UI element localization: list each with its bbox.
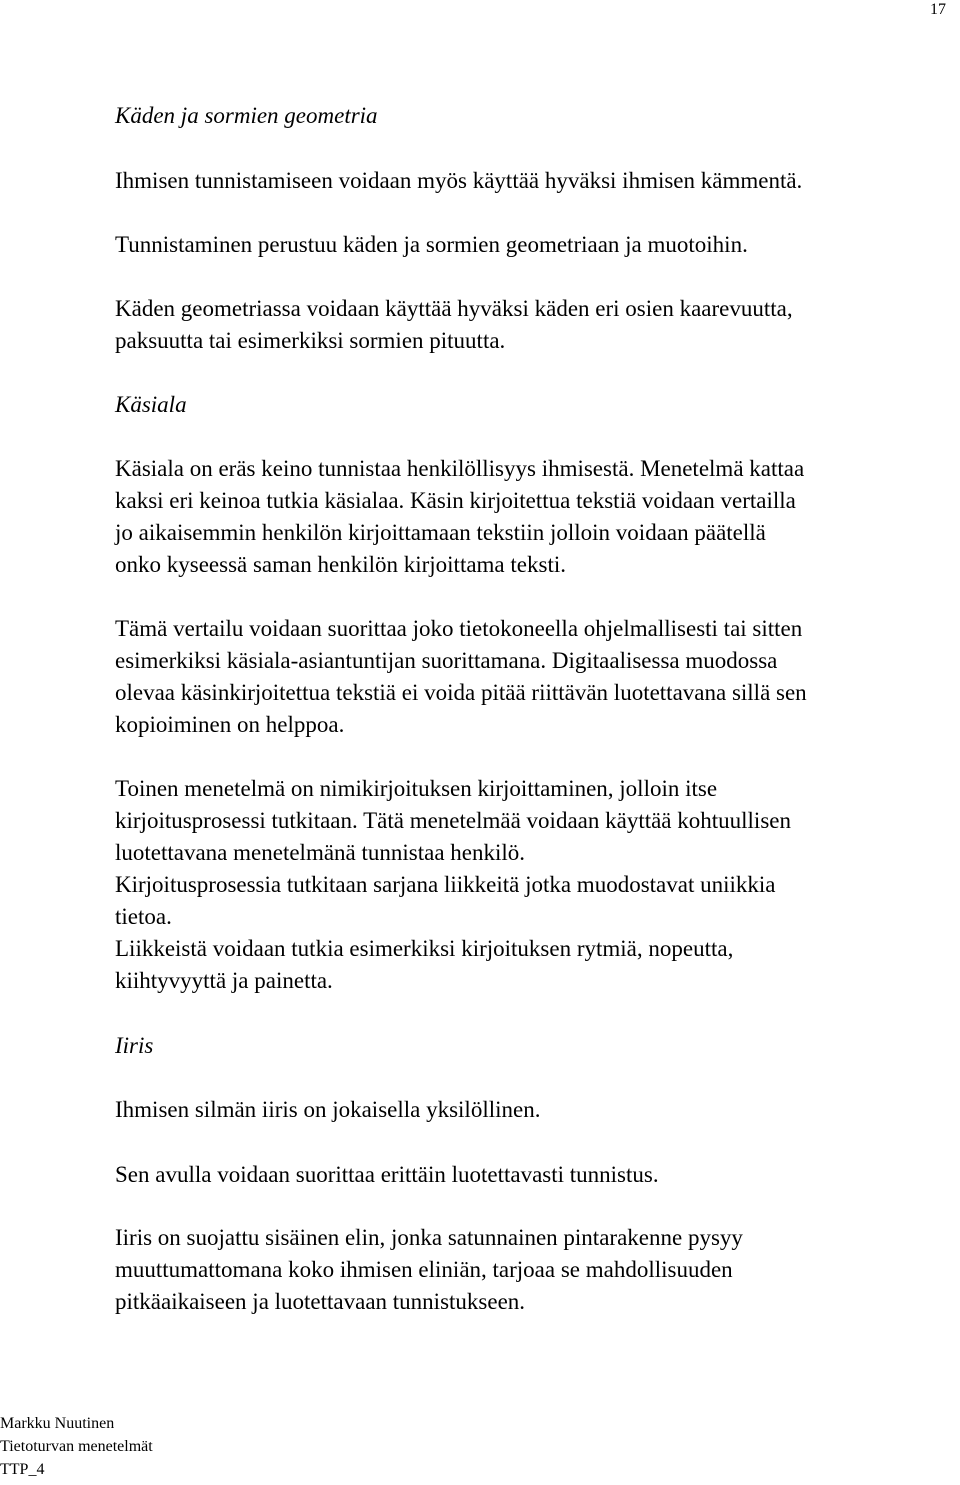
paragraph-line: onko kyseessä saman henkilön kirjoittama teksti. xyxy=(115,552,566,577)
paragraph-line: Kirjoitusprosessia tutkitaan sarjana liikkeitä jotka muodostavat uniikkia xyxy=(115,872,776,897)
footer-code: TTP_4 xyxy=(0,1461,45,1478)
paragraph-line: paksuutta tai esimerkiksi sormien pituutta. xyxy=(115,328,506,353)
section-heading-handwriting: Käsiala xyxy=(115,392,187,417)
paragraph-line: Iiris on suojattu sisäinen elin, jonka satunnainen pintarakenne pysyy xyxy=(115,1225,743,1250)
paragraph-line: luotettavana menetelmänä tunnistaa henkilö. xyxy=(115,840,526,865)
paragraph-line: muuttumattomana koko ihmisen eliniän, tarjoaa se mahdollisuuden xyxy=(115,1257,733,1282)
paragraph-line: esimerkiksi käsiala-asiantuntijan suorittamana. Digitaalisessa muodossa xyxy=(115,648,778,673)
paragraph-line: pitkäaikaiseen ja luotettavaan tunnistukseen. xyxy=(115,1289,526,1314)
section-heading-hand-geometry: Käden ja sormien geometria xyxy=(115,103,378,128)
paragraph-line: kiihtyvyyttä ja painetta. xyxy=(115,968,333,993)
paragraph-line: jo aikaisemmin henkilön kirjoittamaan tekstiin jolloin voidaan päätellä xyxy=(115,520,766,545)
paragraph-line: tietoa. xyxy=(115,904,172,929)
footer-course: Tietoturvan menetelmät xyxy=(0,1438,153,1455)
paragraph-line: Käsiala on eräs keino tunnistaa henkilöllisyys ihmisestä. Menetelmä kattaa xyxy=(115,456,805,481)
page-number: 17 xyxy=(930,1,946,18)
paragraph-line: kirjoitusprosessi tutkitaan. Tätä menetelmää voidaan käyttää kohtuullisen xyxy=(115,808,791,833)
paragraph-line: kaksi eri keinoa tutkia käsialaa. Käsin kirjoitettua tekstiä voidaan vertailla xyxy=(115,488,796,513)
paragraph-line: Liikkeistä voidaan tutkia esimerkiksi kirjoituksen rytmiä, nopeutta, xyxy=(115,936,734,961)
paragraph: Sen avulla voidaan suorittaa erittäin luotettavasti tunnistus. xyxy=(115,1162,659,1187)
paragraph: Ihmisen silmän iiris on jokaisella yksilöllinen. xyxy=(115,1097,541,1122)
paragraph-line: Käden geometriassa voidaan käyttää hyväksi käden eri osien kaarevuutta, xyxy=(115,296,793,321)
paragraph-line: olevaa käsinkirjoitettua tekstiä ei voida pitää riittävän luotettavana sillä sen xyxy=(115,680,807,705)
paragraph: Ihmisen tunnistamiseen voidaan myös käyttää hyväksi ihmisen kämmentä. xyxy=(115,168,803,193)
paragraph: Tunnistaminen perustuu käden ja sormien geometriaan ja muotoihin. xyxy=(115,232,748,257)
paragraph-line: Toinen menetelmä on nimikirjoituksen kirjoittaminen, jolloin itse xyxy=(115,776,718,801)
paragraph-line: Tämä vertailu voidaan suorittaa joko tietokoneella ohjelmallisesti tai sitten xyxy=(115,616,803,641)
footer-author: Markku Nuutinen xyxy=(0,1415,115,1432)
paragraph-line: kopioiminen on helppoa. xyxy=(115,712,345,737)
page-footer xyxy=(0,1412,153,1481)
section-heading-iris: Iiris xyxy=(115,1033,154,1058)
